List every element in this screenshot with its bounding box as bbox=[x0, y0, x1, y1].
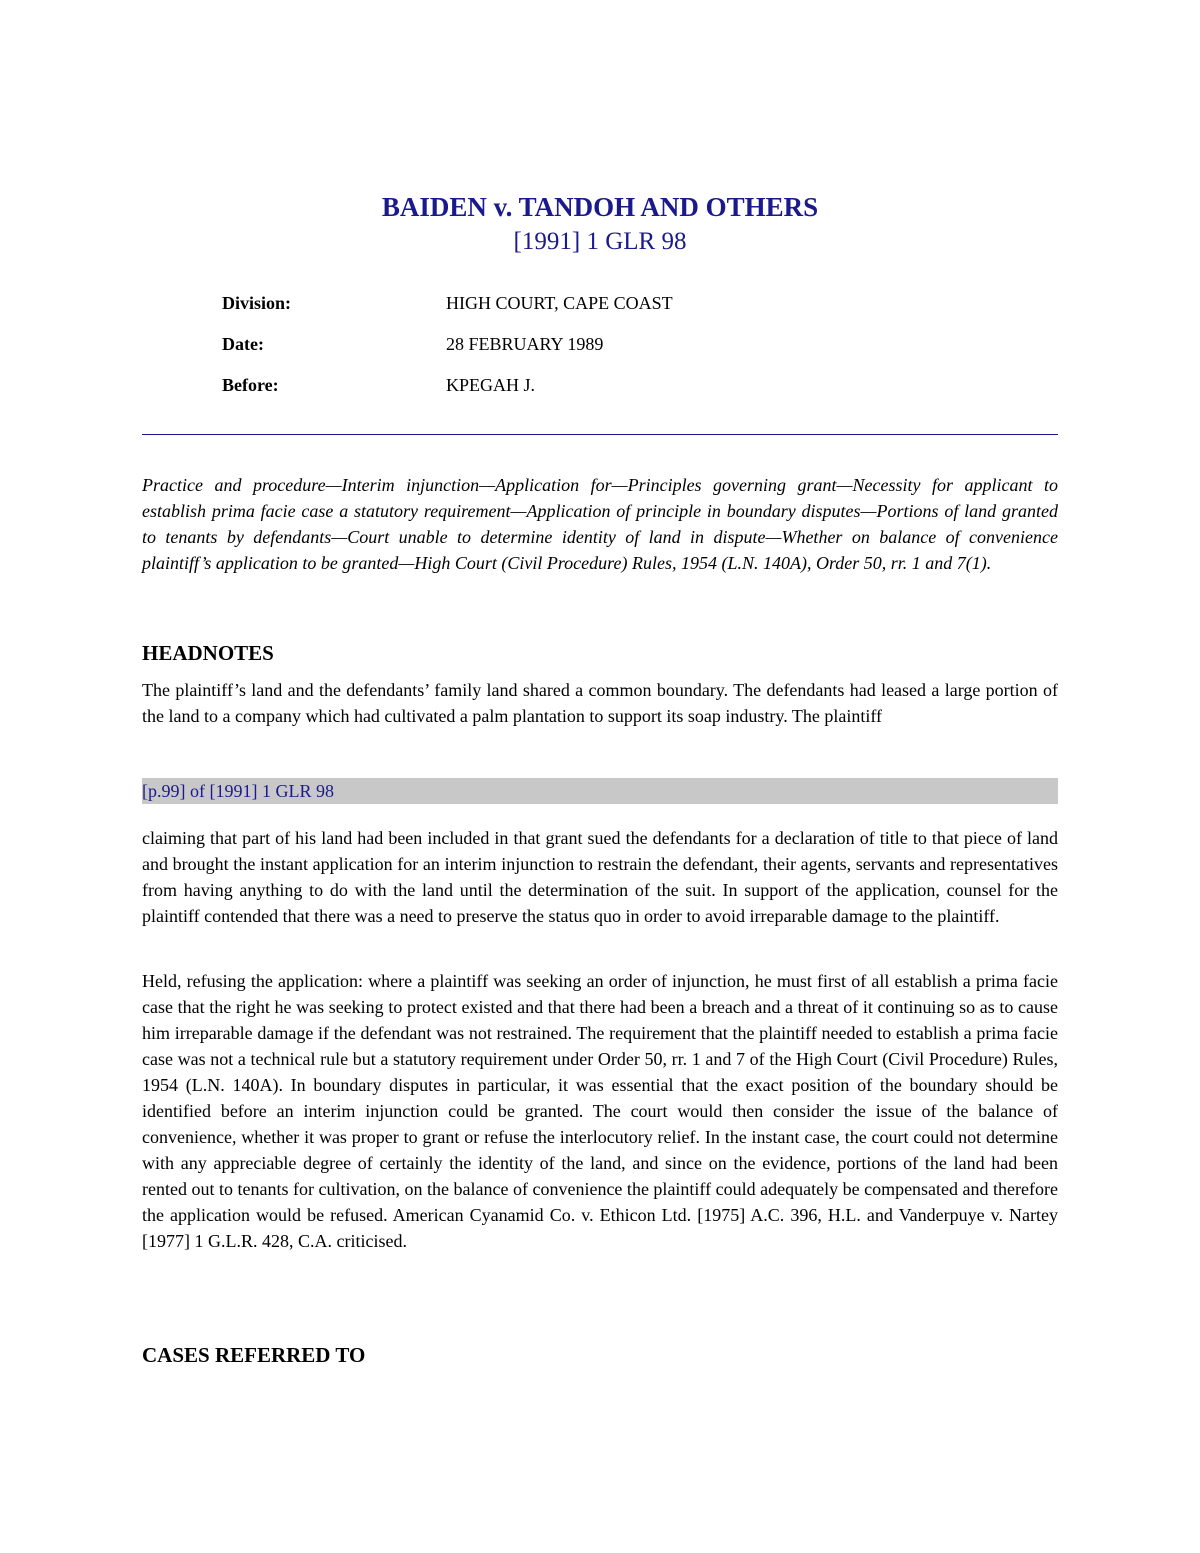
meta-value: HIGH COURT, CAPE COAST bbox=[446, 293, 673, 313]
meta-row-division bbox=[222, 283, 922, 324]
meta-label: Before: bbox=[222, 375, 279, 395]
meta-value: KPEGAH J. bbox=[446, 375, 536, 395]
headnote-paragraph: The plaintiff’s land and the defendants’ family land shared a common boundary. The defendants had leased a large portion of the land to a company which had cultivated a palm plantation to support its soap industry. The plaintiff bbox=[142, 680, 1058, 726]
meta-row-date bbox=[222, 324, 922, 365]
meta-value: 28 FEBRUARY 1989 bbox=[446, 334, 604, 354]
divider-rule bbox=[142, 434, 1058, 435]
case-metadata bbox=[222, 283, 922, 406]
case-title: BAIDEN v. TANDOH AND OTHERS bbox=[381, 192, 819, 222]
holding-paragraph: Held, refusing the application: where a plaintiff was seeking an order of injunction, he must first of all establish a prima facie case that the right he was seeking to protect existed and that there had been a breach and a threat of it continuing so as to cause him irreparable damage if the defendant was not restrained. The requirement that the plaintiff needed to establish a prima facie case was not a technical rule but a statutory requirement under Order 50, rr. 1 and 7 of the High Court (Civil Procedure) Rules, 1954 (L.N. 140A). In boundary disputes in particular, it was essential that the exact position of the boundary should be identified before an interim injunction could be granted. The court would then consider the issue of the balance of convenience, whether it was proper to grant or refuse the interlocutory relief. In the instant case, the court could not determine with any appreciable degree of certainly the identity of the land, and since on the evidence, portions of the land had been rented out to tenants for cultivation, on the balance of convenience the plaintiff could adequately be compensated and therefore the application would be refused. American Cyanamid Co. v. Ethicon Ltd. [1975] A.C. 396, H.L. and Vanderpuye v. Nartey [1977] 1 G.L.R. 428, C.A. criticised. bbox=[142, 971, 1058, 1251]
page-marker-label: [p.99] of [1991] 1 GLR 98 bbox=[142, 781, 334, 801]
meta-label: Division: bbox=[222, 293, 292, 313]
meta-row-before bbox=[222, 365, 922, 406]
headnote-paragraph: claiming that part of his land had been included in that grant sued the defendants for a declaration of title to that piece of land and brought the instant application for an interim injunction to restrain the defendant, their agents, servants and representatives from having anything to do with the land until the determination of the suit. In support of the application, counsel for the plaintiff contended that there was a need to preserve the status quo in order to avoid irreparable damage to the plaintiff. bbox=[142, 828, 1058, 926]
page-marker bbox=[142, 778, 1058, 804]
case-citation: [1991] 1 GLR 98 bbox=[513, 228, 687, 255]
meta-label: Date: bbox=[222, 334, 264, 354]
headnotes-heading: HEADNOTES bbox=[142, 641, 274, 665]
cases-referred-heading: CASES REFERRED TO bbox=[142, 1343, 366, 1367]
case-summary: Practice and procedure—Interim injunction—Application for—Principles governing grant—Necessity for applicant to establish prima facie case a statutory requirement—Application of principle in boundary disputes—Portions of land granted to tenants by defendants—Court unable to determine identity of land in dispute—Whether on balance of convenience plaintiff’s application to be granted—High Court (Civil Procedure) Rules, 1954 (L.N. 140A), Order 50, rr. 1 and 7(1). bbox=[142, 475, 1058, 573]
